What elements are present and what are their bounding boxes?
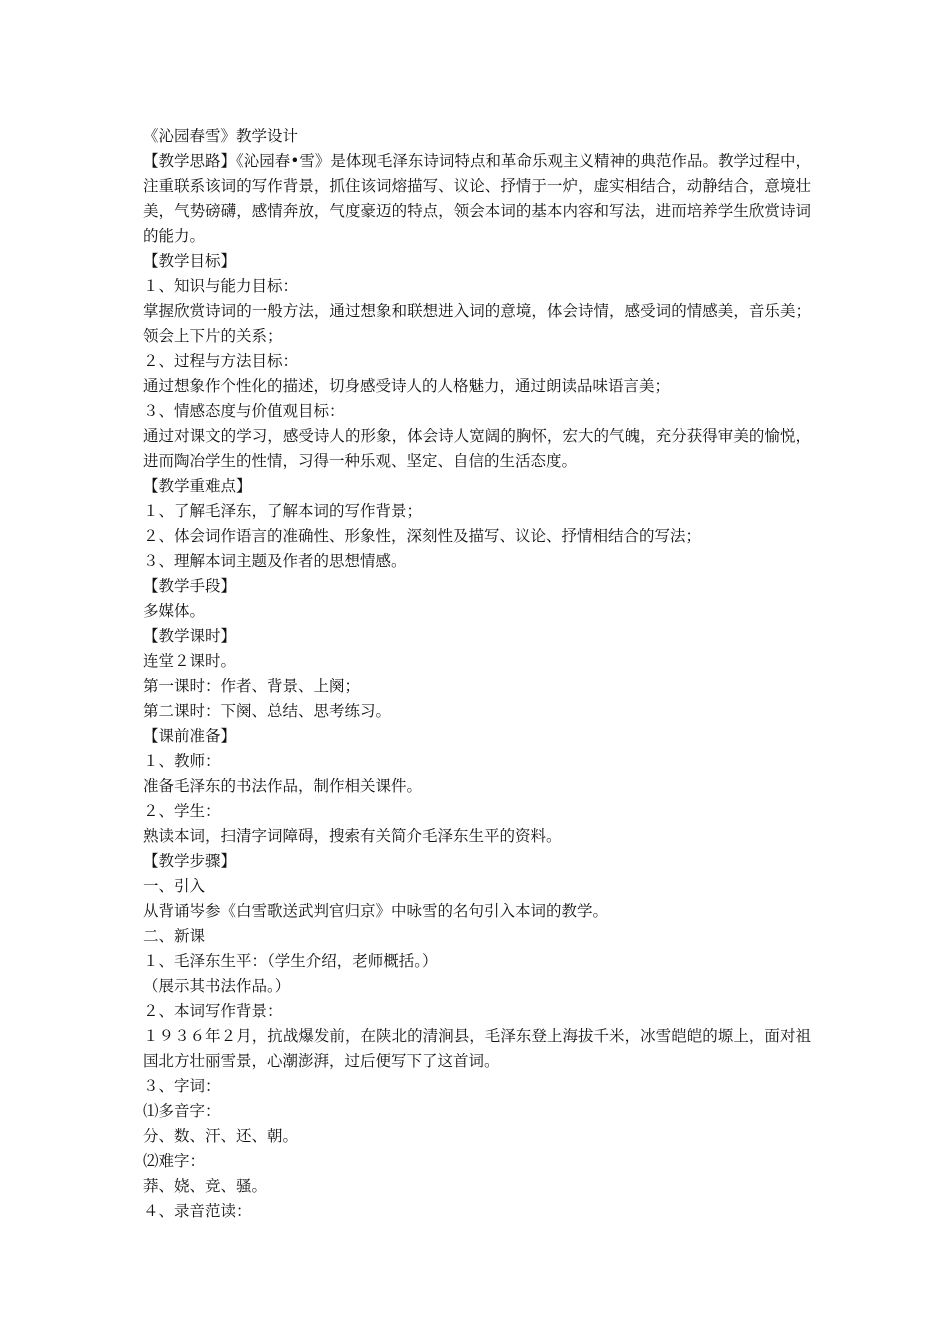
paragraph: 准备毛泽东的书法作品，制作相关课件。	[143, 777, 423, 795]
paragraph: 连堂２课时。	[143, 652, 237, 670]
list-item: ２、过程与方法目标：	[143, 352, 299, 370]
list-item: ２、学生：	[143, 802, 221, 820]
list-item: ⑴多音字：	[143, 1102, 221, 1120]
section-heading-preparation: 【课前准备】	[143, 727, 237, 745]
document-title: 《沁园春雪》教学设计	[143, 127, 299, 145]
list-item: １、毛泽东生平：（学生介绍，老师概括。）	[143, 952, 438, 970]
paragraph: 第一课时：作者、背景、上阕；	[143, 677, 361, 695]
list-item: ３、字词：	[143, 1077, 221, 1095]
paragraph: 通过想象作个性化的描述，切身感受诗人的人格魅力，通过朗读品味语言美；	[143, 377, 671, 395]
list-item: ⑵难字：	[143, 1152, 206, 1170]
section-heading-key-points: 【教学重难点】	[143, 477, 252, 495]
document-body	[143, 124, 811, 1224]
paragraph: （展示其书法作品。）	[143, 977, 291, 995]
paragraph: 多媒体。	[143, 602, 206, 620]
paragraph: 分、数、汗、还、朝。	[143, 1127, 299, 1145]
section-heading-objectives: 【教学目标】	[143, 252, 237, 270]
list-item: １、教师：	[143, 752, 221, 770]
paragraph: 通过对课文的学习，感受诗人的形象，体会诗人宽阔的胸怀，宏大的气魄，充分获得审美的愉悦，进而陶冶学生的性情，习得一种乐观、坚定、自信的生活态度。	[143, 427, 811, 470]
section-heading-steps: 【教学步骤】	[143, 852, 237, 870]
paragraph: 从背诵岑参《白雪歌送武判官归京》中咏雪的名句引入本词的教学。	[143, 902, 609, 920]
section-heading-periods: 【教学课时】	[143, 627, 237, 645]
paragraph: 第二课时：下阕、总结、思考练习。	[143, 702, 392, 720]
list-item: ３、理解本词主题及作者的思想情感。	[143, 552, 407, 570]
paragraph: 熟读本词，扫清字词障碍，搜索有关简介毛泽东生平的资料。	[143, 827, 562, 845]
list-item: 一、引入	[143, 877, 206, 895]
paragraph: 掌握欣赏诗词的一般方法，通过想象和联想进入词的意境，体会诗情，感受词的情感美，音乐美；领会上下片的关系；	[143, 302, 811, 345]
paragraph-teaching-approach: 【教学思路】《沁园春•雪》是体现毛泽东诗词特点和革命乐观主义精神的典范作品。教学过程中，注重联系该词的写作背景，抓住该词熔描写、议论、抒情于一炉，虚实相结合，动静结合，意境壮美，气势磅礴，感情奔放，气度豪迈的特点，领会本词的基本内容和写法，进而培养学生欣赏诗词的能力。	[143, 152, 811, 245]
list-item: ２、本词写作背景：	[143, 1002, 283, 1020]
paragraph: 莽、娆、竞、骚。	[143, 1177, 268, 1195]
section-heading-means: 【教学手段】	[143, 577, 237, 595]
list-item: 二、新课	[143, 927, 206, 945]
list-item: ２、体会词作语言的准确性、形象性，深刻性及描写、议论、抒情相结合的写法；	[143, 527, 702, 545]
list-item: １、知识与能力目标：	[143, 277, 299, 295]
list-item: ４、录音范读：	[143, 1202, 252, 1220]
paragraph: １９３６年２月，抗战爆发前，在陕北的清涧县，毛泽东登上海拔千米，冰雪皑皑的塬上，面对祖国北方壮丽雪景，心潮澎湃，过后便写下了这首词。	[143, 1027, 811, 1070]
list-item: １、了解毛泽东，了解本词的写作背景；	[143, 502, 423, 520]
list-item: ３、情感态度与价值观目标：	[143, 402, 345, 420]
